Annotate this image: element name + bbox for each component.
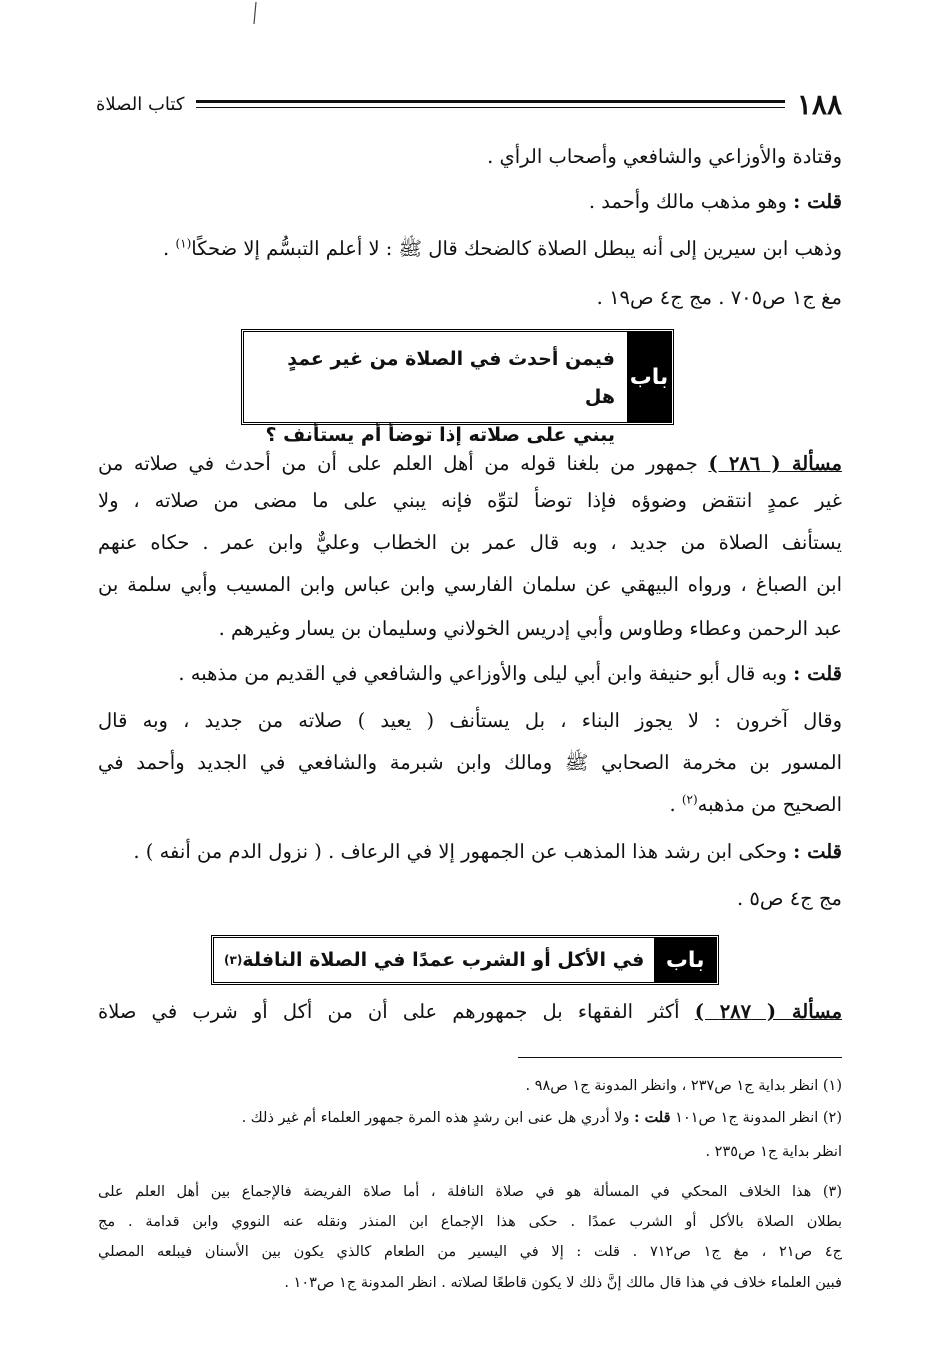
- masala-286-line-4: [98, 570, 842, 602]
- text-line-2: [589, 187, 842, 219]
- page-header: [96, 86, 842, 122]
- line-text: وقال آخرون : لا يجوز البناء ، بل يستأنف ( يعيد ) صلاته من جديد ، وبه قال: [98, 709, 842, 732]
- line-tail: .: [163, 237, 176, 260]
- line-tail: .: [669, 793, 682, 816]
- chapter-tag: باب: [654, 938, 716, 982]
- footnote-3-line-1: [98, 1180, 842, 1206]
- chapter-title-text: في الأكل أو الشرب عمدًا في الصلاة النافلة: [242, 949, 645, 971]
- footnote-3-line-3: [98, 1240, 842, 1266]
- chapter-title: في الأكل أو الشرب عمدًا في الصلاة النافلة (٣): [224, 949, 645, 971]
- others-line-3: [669, 790, 842, 822]
- chapter-box-1: [241, 329, 674, 446]
- masala-286-line-2: [98, 486, 842, 518]
- masala-286-label: مسألة ( ٢٨٦ ): [708, 452, 842, 475]
- footnote-text: فبين العلماء خلاف في هذا قال مالك إنَّ ذلك لا يكون قاطعًا لصلاته . انظر المدونة ج١ ص١٠٣ .: [284, 1275, 842, 1291]
- line-text: وقتادة والأوزاعي والشافعي وأصحاب الرأي .: [487, 145, 842, 168]
- masala-286-line-1: [98, 449, 842, 481]
- line-text: يستأنف الصلاة من جديد ، وبه قال عمر بن الخطاب وعليٌّ وابن عمر . حكاه عنهم: [98, 531, 842, 554]
- chapter-title-line-2: يبني على صلاته إذا توضأ أم يستأنف ؟: [265, 424, 615, 446]
- line-text: وهو مذهب مالك وأحمد .: [588, 190, 787, 213]
- text-line-3: [163, 234, 842, 266]
- line-text: أكثر الفقهاء بل جمهورهم على أن من أكل أو شرب في صلاة: [98, 1000, 680, 1023]
- line-text: عبد الرحمن وعطاء وطاوس وأبي إدريس الخولاني وسليمان بن يسار وغيرهم .: [218, 617, 842, 640]
- masala-287-line: [98, 997, 842, 1029]
- others-line-2: [98, 748, 842, 780]
- line-text: المسور بن مخرمة الصحابي ﷺ ومالك وابن شبرمة والشافعي في الجديد وأحمد في: [98, 751, 842, 774]
- footnote-3-line-4: [98, 1271, 842, 1297]
- line-text: مغ ج١ ص٧٠٥ . مج ج٤ ص١٩ .: [596, 286, 842, 309]
- line-text: وحكى ابن رشد هذا المذهب عن الجمهور إلا في الرعاف . ( نزول الدم من أنفه ) .: [133, 840, 787, 863]
- chapter-title-line-1: فيمن أحدث في الصلاة من غير عمدٍ هل: [287, 348, 615, 408]
- running-title: كتاب الصلاة: [96, 93, 185, 115]
- qult-label: قلت :: [793, 840, 842, 863]
- footnote-text: (٢) انظر المدونة ج١ ص١٠١: [675, 1110, 842, 1126]
- masala-287-label: مسألة ( ٢٨٧ ): [694, 1000, 842, 1023]
- text-line-4: [597, 283, 842, 315]
- footnote-ref-1: (١): [175, 236, 192, 251]
- footnote-text: ج٤ ص٢١ ، مغ ج١ ص٧١٢ . قلت : إلا في اليسير من الطعام كالذي يكون بين الأسنان فيبلعه المصلي: [98, 1244, 842, 1260]
- qult-label: قلت :: [634, 1109, 671, 1126]
- line-text: غير عمدٍ انتقض وضوؤه فإذا توضأ لتوِّه فإنه يبني على ما مضى من صلاته ، ولا: [98, 489, 842, 512]
- footnote-text: ولا أدري هل عنى ابن رشدٍ هذه المرة جمهور العلماء أم غير ذلك .: [241, 1110, 630, 1126]
- text-line-1: [487, 142, 842, 174]
- chapter-title: [244, 332, 627, 446]
- line-text: مج ج٤ ص٥ .: [737, 887, 842, 910]
- masala-286-line-5: [219, 614, 842, 646]
- footnote-1: [98, 1074, 842, 1100]
- line-text: ابن الصباغ ، ورواه البيهقي عن سلمان الفارسي وابن عباس وابن المسيب وأبي سلمة بن: [98, 573, 842, 596]
- qult-label: قلت :: [793, 190, 842, 213]
- footnote-text: بطلان الصلاة بالأكل أو الشرب عمدًا . حكى هذا الإجماع ابن المنذر ونقله عنه النووي وابن قدامة . مج: [98, 1214, 842, 1230]
- page-number: ١٨٨: [796, 87, 842, 121]
- chapter-tag: باب: [627, 332, 671, 422]
- pen-stroke-mark: [252, 2, 258, 24]
- line-text: جمهور من بلغنا قوله من أهل العلم على أن من أحدث في صلاته من: [98, 452, 698, 475]
- footnote-2: [98, 1106, 842, 1132]
- reference-line: [737, 884, 842, 916]
- qult-label: قلت :: [793, 662, 842, 685]
- footnote-separator: [518, 1057, 842, 1058]
- qult-line-3: [133, 837, 842, 869]
- line-text: وذهب ابن سيرين إلى أنه يبطل الصلاة كالضحك قال ﷺ : لا أعلم التبسُّم إلا ضحكًا: [191, 237, 842, 260]
- footnote-text: (١) انظر بداية ج١ ص٢٣٧ ، وانظر المدونة ج١ ص٩٨ .: [525, 1078, 842, 1094]
- line-text: الصحيح من مذهبه: [697, 793, 842, 816]
- masala-286-line-3: [98, 528, 842, 560]
- line-text: وبه قال أبو حنيفة وابن أبي ليلى والأوزاعي والشافعي في القديم من مذهبه .: [178, 662, 787, 685]
- chapter-box-2: [211, 935, 719, 985]
- footnote-2-cont: [98, 1140, 842, 1166]
- others-line-1: [98, 706, 842, 738]
- footnote-ref-2: (٢): [681, 792, 698, 807]
- qult-line-2: [178, 659, 842, 691]
- footnote-3-line-2: [98, 1210, 842, 1236]
- footnote-text: (٣) هذا الخلاف المحكي في المسألة هو في صلاة النافلة ، أما صلاة الفريضة فالإجماع بين أهل العلم على: [98, 1184, 842, 1200]
- footnote-text: انظر بداية ج١ ص٢٣٥ .: [705, 1144, 842, 1160]
- header-rule: [196, 100, 784, 108]
